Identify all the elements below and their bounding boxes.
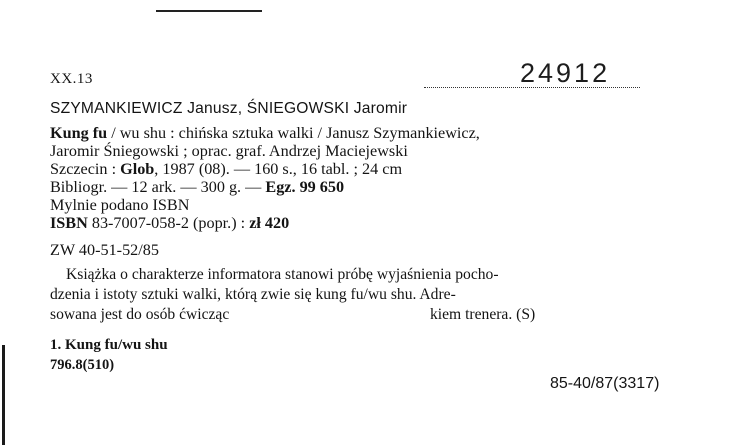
subject-heading: 1. Kung fu/wu shu [50, 337, 168, 353]
left-edge-mark [2, 345, 5, 445]
author-line: SZYMANKIEWICZ Janusz, ŚNIEGOWSKI Jaromir [50, 100, 408, 117]
annotation-line-3: sowana jest do osób ćwicząc [50, 306, 230, 323]
accession-number: 24912 [520, 58, 611, 88]
imprint-publisher: Glob [120, 160, 155, 178]
notes-prefix: Bibliogr. — 12 ark. — 300 g. — [50, 178, 266, 196]
title-line [50, 125, 480, 141]
udc-number: 796.8(510) [50, 357, 115, 373]
class-code: XX.13 [50, 71, 93, 87]
copies-label: Egz. [265, 178, 296, 196]
isbn-line [50, 215, 289, 231]
title-bold: Kung fu [50, 124, 108, 142]
imprint-rest: , 1987 (08). — 160 s., 16 tabl. ; 24 cm [154, 160, 403, 178]
annotation-line-1: Książka o charakterze informatora stanowi próbę wyjaśnienia pocho- [66, 266, 499, 283]
annotation-line-3-end: kiem trenera. (S) [430, 306, 536, 323]
copies-value: 99 650 [295, 178, 345, 196]
imprint-prefix: Szczecin : [50, 160, 121, 178]
top-rule [156, 10, 262, 12]
isbn-value: 83-7007-058-2 (popr.) : [87, 214, 250, 232]
price: zł 420 [249, 214, 290, 232]
notes-line [50, 179, 344, 195]
imprint-line [50, 161, 402, 177]
title-rest: / wu shu : chińska sztuka walki / Janusz Szymankiewicz, [107, 124, 480, 142]
card-number: 85-40/87(3317) [550, 375, 660, 392]
zw-number: ZW 40-51-52/85 [50, 241, 159, 259]
title-continuation: Jaromir Śniegowski ; oprac. graf. Andrzej Maciejewski [50, 142, 408, 160]
annotation-line-2: dzenia i istoty sztuki walki, którą zwie się kung fu/wu shu. Adre- [50, 286, 456, 303]
isbn-label: ISBN [50, 214, 88, 232]
isbn-note: Mylnie podano ISBN [50, 196, 190, 214]
